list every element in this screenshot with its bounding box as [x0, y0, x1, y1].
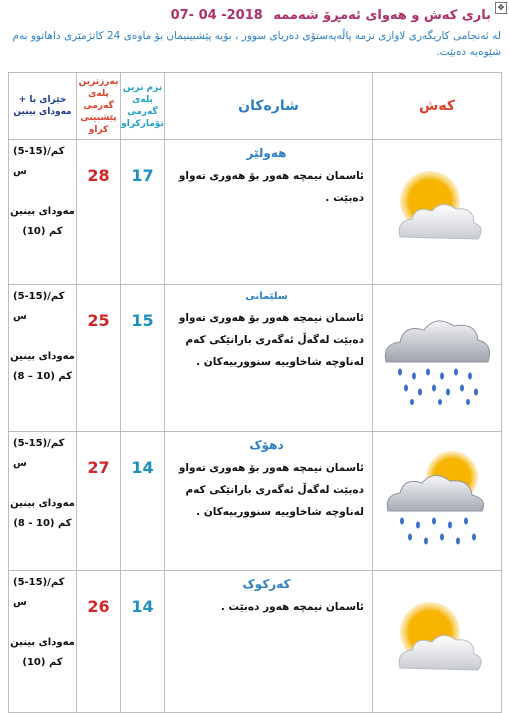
max-temp-cell: 28	[77, 140, 121, 285]
header-max-temp: بەرزترین پلەی گەرمی پێشبینی کراو	[77, 73, 121, 140]
page-header	[0, 0, 509, 70]
visibility-label: مەودای بینین	[10, 498, 75, 509]
max-temp-cell: 26	[77, 571, 121, 713]
header-min-temp: نزم ترین پلەی گەرمی تۆمارکراو	[121, 73, 165, 140]
min-temp-cell: 14	[121, 571, 165, 713]
city-cell	[165, 140, 373, 285]
city-name: دهۆک	[249, 438, 284, 452]
visibility-value: (10) کم	[22, 226, 63, 237]
header-cities: شارەکان	[165, 73, 373, 140]
table-header-row	[9, 73, 502, 140]
visibility-value: (8 - 10) کم	[13, 518, 72, 529]
wind-speed: (5-15)کم/س	[13, 146, 65, 177]
min-temp-cell: 17	[121, 140, 165, 285]
city-cell	[165, 432, 373, 571]
weather-icon-cell	[373, 140, 502, 285]
wind-speed: (5-15)کم/س	[13, 438, 65, 469]
header-visibility: خێرای با + مەودای بینین	[9, 73, 77, 140]
city-cell	[165, 571, 373, 713]
visibility-label: مەودای بینین	[10, 351, 75, 362]
table-row	[9, 285, 502, 432]
min-temp-cell: 15	[121, 285, 165, 432]
forecast-text: ئاسمان نیمچە هەور بۆ هەوری تەواو دەبێت لەگەڵ ئەگەری بارانێکی کەم لەناوچە شاخاوییە سنوورییەکان .	[178, 462, 364, 518]
min-temp-cell: 14	[121, 432, 165, 571]
visibility-label: مەودای بینین	[10, 206, 75, 217]
forecast-text: ئاسمان نیمچە هەور بۆ هەوری تەواو دەبێت لەگەڵ ئەگەری بارانێکی کەم لەناوچە شاخاوییە سنوورییەکان .	[178, 312, 364, 368]
max-temp-cell: 27	[77, 432, 121, 571]
sun-cloud-icon	[382, 594, 492, 686]
table-move-handle-icon[interactable]: ✥	[495, 2, 507, 14]
weather-icon-cell	[373, 285, 502, 432]
visibility-cell	[9, 140, 77, 285]
city-name: هەولێر	[246, 146, 287, 160]
wind-speed: (5-15)کم/س	[13, 291, 65, 322]
weather-icon-cell	[373, 432, 502, 571]
header-weather: کەش	[373, 73, 502, 140]
city-name: کەرکوک	[242, 577, 291, 591]
visibility-label: مەودای بینین	[10, 637, 75, 648]
weather-icon-cell	[373, 571, 502, 713]
intro-text: لە ئەنجامی کاریگەری لاوازی نزمە پاڵەپەستۆی دەریای سوور ، بۆیە پێشبینیمان بۆ ماوەی 24 کاتژمێری داهاتوو بەم شێوەیە دەبێت.	[12, 30, 501, 58]
title-date: 2018- 04 -07	[170, 8, 263, 23]
visibility-value: (10) کم	[22, 657, 63, 668]
wind-speed: (5-15)کم/س	[13, 577, 65, 608]
title-text: باری کەش و هەوای ئەمڕۆ شەممە	[273, 8, 491, 23]
forecast-table	[8, 72, 502, 713]
page-title	[11, 8, 491, 23]
sun-cloud-icon	[382, 165, 492, 255]
visibility-cell	[9, 432, 77, 571]
forecast-text: ئاسمان نیمچە هەور بۆ هەوری تەواو دەبێت .	[178, 170, 364, 204]
city-name: سلێمانی	[245, 291, 288, 302]
visibility-cell	[9, 571, 77, 713]
table-row	[9, 571, 502, 713]
max-temp-cell: 25	[77, 285, 121, 432]
rain-cloud-icon	[378, 304, 496, 408]
visibility-value: (8 – 10) کم	[12, 371, 73, 382]
forecast-text: ئاسمان نیمچە هەور دەبێت .	[220, 601, 364, 613]
sun-rain-cloud-icon	[378, 449, 496, 549]
visibility-cell	[9, 285, 77, 432]
table-row	[9, 432, 502, 571]
city-cell	[165, 285, 373, 432]
table-row	[9, 140, 502, 285]
